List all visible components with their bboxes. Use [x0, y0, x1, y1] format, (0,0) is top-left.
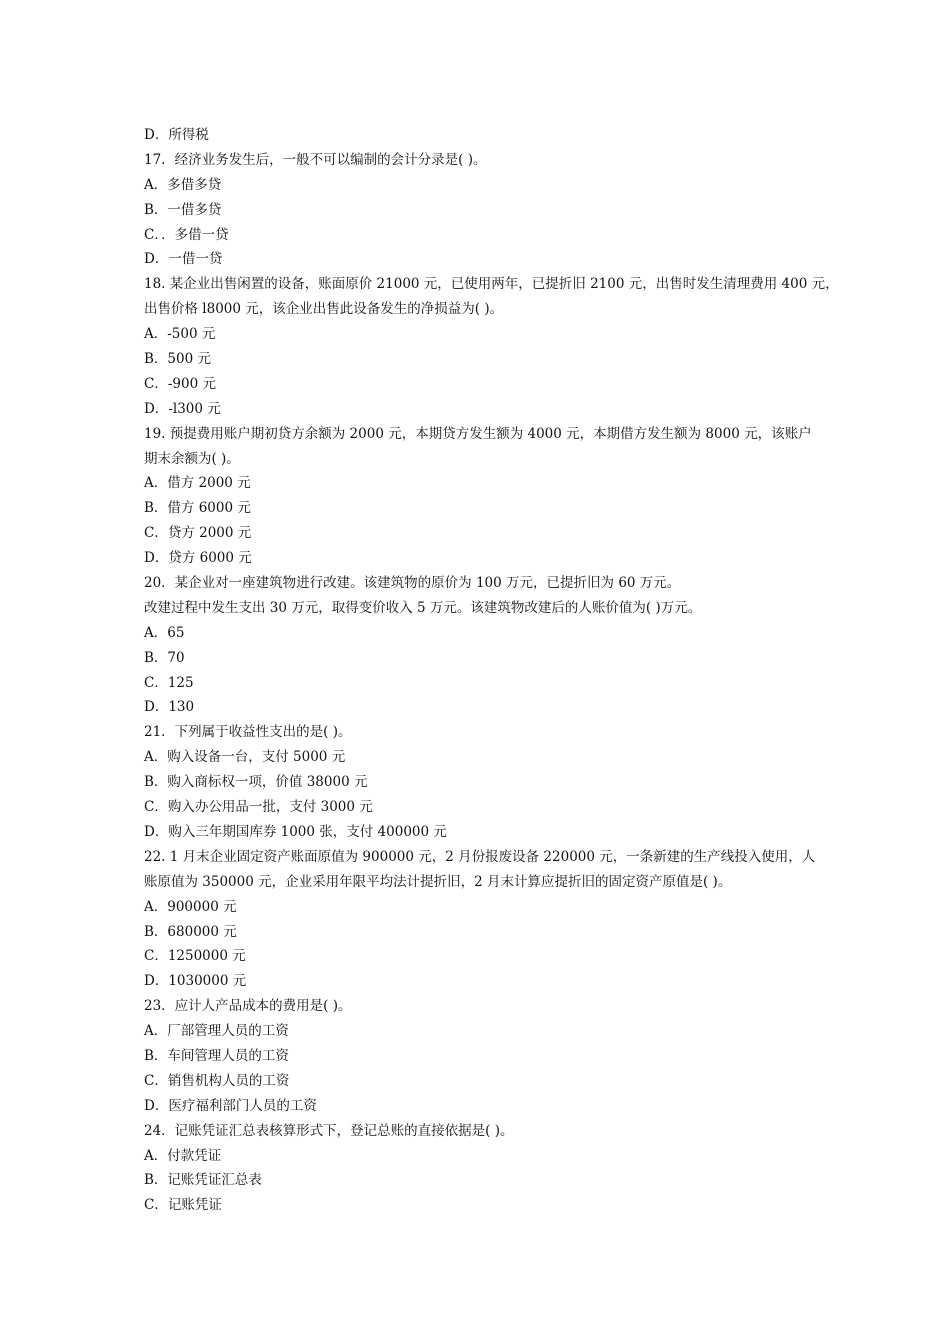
- option-line: A．多借多贷: [144, 176, 222, 193]
- option-line: A．借方 2000 元: [144, 475, 251, 492]
- question-20-cont: 改建过程中发生支出 30 万元，取得变价收入 5 万元。该建筑物改建后的人账价值为( )万元。: [144, 599, 702, 616]
- question-18-cont: 出售价格 l8000 元，该企业出售此设备发生的净损益为( )。: [144, 301, 504, 318]
- option-line: C．125: [144, 674, 194, 691]
- option-line: D．1030000 元: [144, 973, 247, 990]
- question-22-cont: 账原值为 350000 元，企业采用年限平均法计提折旧，2 月末计算应提折旧的固定资产原值是( )。: [144, 873, 732, 890]
- question-19: 19. 预提费用账户期初贷方余额为 2000 元，本期贷方发生额为 4000 元，本期借方发生额为 8000 元，该账户: [144, 425, 812, 442]
- option-line: D．一借一贷: [144, 251, 223, 268]
- question-22: 22. 1 月末企业固定资产账面原值为 900000 元，2 月份报废设备 220000 元，一条新建的生产线投入使用，人: [144, 848, 816, 865]
- option-line: A．付款凭证: [144, 1147, 222, 1164]
- option-line: D．130: [144, 699, 195, 716]
- option-line: C．．多借一贷: [144, 226, 229, 243]
- option-line: C．销售机构人员的工资: [144, 1072, 290, 1089]
- option-line: C．-900 元: [144, 375, 216, 392]
- document-body: [144, 123, 839, 1218]
- option-line: B．680000 元: [144, 923, 237, 940]
- option-line: B．购入商标权一项，价值 38000 元: [144, 774, 368, 791]
- option-line: B．记账凭证汇总表: [144, 1172, 262, 1189]
- option-line: A．65: [144, 624, 185, 641]
- option-line: C．1250000 元: [144, 948, 246, 965]
- option-line: B．车间管理人员的工资: [144, 1047, 289, 1064]
- question-20: 20．某企业对一座建筑物进行改建。该建筑物的原价为 100 万元，已提折旧为 60 万元。: [144, 575, 681, 592]
- option-line: B．一借多贷: [144, 201, 222, 218]
- question-21: 21．下列属于收益性支出的是( )。: [144, 724, 352, 741]
- option-line: C．贷方 2000 元: [144, 525, 252, 542]
- option-line: D．贷方 6000 元: [144, 550, 252, 567]
- option-line: C．购入办公用品一批，支付 3000 元: [144, 799, 373, 816]
- option-line: A．-500 元: [144, 326, 216, 343]
- option-line: D．医疗福利部门人员的工资: [144, 1097, 317, 1114]
- text-line: D．所得税: [144, 127, 209, 143]
- question-19-cont: 期末余额为( )。: [144, 450, 240, 467]
- question-23: 23．应计人产品成本的费用是( )。: [144, 998, 352, 1015]
- question-17: 17．经济业务发生后，一般不可以编制的会计分录是( )。: [144, 151, 487, 168]
- option-line: B．500 元: [144, 351, 211, 368]
- option-line: A．厂部管理人员的工资: [144, 1023, 289, 1040]
- question-24: 24．记账凭证汇总表核算形式下，登记总账的直接依据是( )。: [144, 1122, 514, 1139]
- option-line: B．70: [144, 649, 185, 666]
- question-18: 18. 某企业出售闲置的设备，账面原价 21000 元，已使用两年，已提折旧 2100 元，出售时发生清理费用 400 元，: [144, 276, 839, 293]
- option-line: D．购入三年期国库券 1000 张，支付 400000 元: [144, 823, 447, 840]
- option-line: D．-l300 元: [144, 400, 221, 417]
- option-line: B．借方 6000 元: [144, 500, 251, 517]
- option-line: A．900000 元: [144, 898, 237, 915]
- option-line: A．购入设备一台，支付 5000 元: [144, 749, 346, 766]
- option-line: C．记账凭证: [144, 1197, 222, 1214]
